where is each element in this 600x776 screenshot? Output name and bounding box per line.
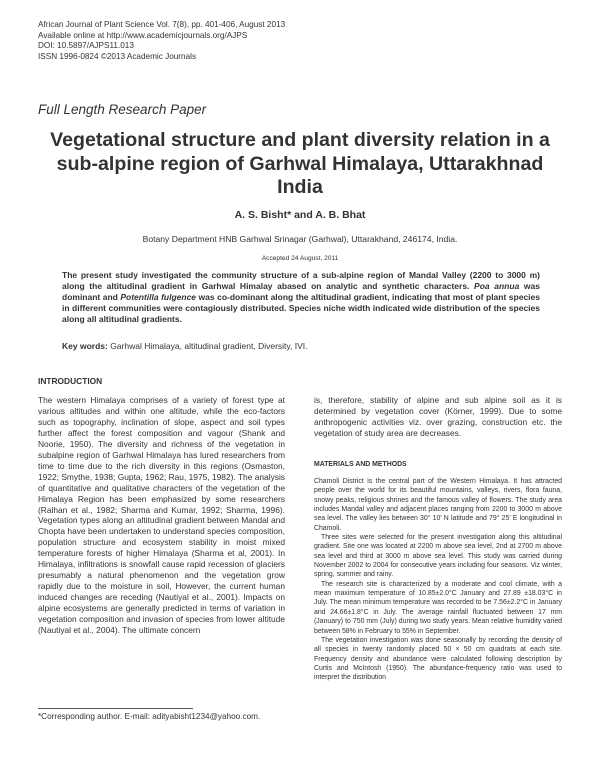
paper-title: Vegetational structure and plant diversity relation in a sub-alpine region of Garhwal Himalaya, Uttarakhnad India xyxy=(50,129,550,198)
keywords xyxy=(62,341,308,351)
affiliation: Botany Department HNB Garhwal Srinagar (Garhwal), Uttarakhand, 246174, India. xyxy=(142,234,458,244)
corresponding-author-footnote: *Corresponding author. E-mail: adityabisht1234@yahoo.com. xyxy=(38,712,261,721)
abstract xyxy=(62,270,540,325)
abstract-part-1: The present study investigated the community structure of a sub-alpine region of Mandal Valley (2200 to 3000 m) along the altitudinal gradient in Garhwal Himalay abased on analytic and synthetic characters. xyxy=(62,270,540,291)
abstract-species-2: Potentilla fulgence xyxy=(120,291,197,302)
accepted-date: Accepted 24 August, 2011 xyxy=(261,255,339,262)
introduction-column-2: is, therefore, stability of alpine and sub alpine soil as it is determined by vegetation cover (Körner, 1999). Due to some anthropogenic activities viz. over grazing, construction etc. the vegetation of study area are decreases. xyxy=(314,395,562,438)
introduction-column-1: The western Himalaya comprises of a variety of forest type at various altitudes and within one altitude, while the eco-factors such as topography, inclination of slope, aspect and soil types further affect the forest composition and vagour (Shank and Noorie, 1950). The diversity and richness of the vegetation in subalpine region of Garhwal Himalaya has lured researchers from time to time due to the rich diversity in this regions (Osmaston, 1922; Smythe, 1938; Gupta, 1962; Rau, 1975, 1982). The analysis of quantitative and qualitative characters of the vegetation of the Himalaya Region has been emphasized by some researchers (Ralhan et al., 1982; Sharma and Kumar, 1992; Sharma, 1996). Vegetation types along an altitudinal gradient between Mandal and Chopta have been undertaken to understand species composition, population structure and ecosystem stability in moist mixed temperature forests of higher Himalaya (Sharma et al, 2001). In Himalaya, infiltrations is snowfall cause rapid recession of glaciers presumably a natural phenomenon and the vegetation grow rapidly due to the moisture in soil, However, the current human induced changes are receding (Nautiyal et al., 2001). Impacts on alpine ecosystems are generally predicted in terms of variation in vegetation composition and invasion of species from lower altitude (Nautiyal et al., 2004). The ultimate concern xyxy=(38,395,285,636)
methods-paragraph-4: The vegetation investigation was done seasonally by recording the density of all species in twenty randomly placed 50 × 50 cm quadrats at each site. Frequency density and abundance were calculated following description by Curtis and McIntosh (1950). The abundance-frequency ratio was used to interpret the distribution xyxy=(314,636,562,682)
abstract-part-2: was dominant and xyxy=(62,280,540,302)
authors: A. S. Bisht* and A. B. Bhat xyxy=(234,209,366,221)
abstract-species-1: Poa annua xyxy=(474,280,520,291)
journal-issn: ISSN 1996-0824 ©2013 Academic Journals xyxy=(38,51,197,61)
paper-type: Full Length Research Paper xyxy=(38,102,207,117)
methods-paragraph-3: The research site is characterized by a moderate and cool climate, with a mean maximum temperature of 10.85±2.0°C January and 27.89 ±18.03°C in July. The mean minimum temperature was recorded to be 7.56±2.2°C in January and 24.66±1.8°C in July. The average rainfall fluctuated between 17 mm (January) to 750 mm (July) during two study years. Mean relative humidity varied between 58% in February to 55% in September. xyxy=(314,580,562,635)
methods-body xyxy=(314,477,562,683)
methods-paragraph-1: Chamoli District is the central part of the Western Himalaya. It has attracted people over the world for its beautiful mountains, valleys, rivers, flora fauna, snowy peaks, religious shrines and the famous valley of flowers. The study area includes Mandal valley and adjacent places ranging from 2200 to 3000 m above sea level. The valley lies between 30° 10′ N latitude and 79° 25′ E longitudinal in Chamoli. xyxy=(314,478,562,532)
methods-paragraph-2: Three sites were selected for the present investigation along this altitudinal gradient. Site one was located at 2200 m above sea level, 2nd at 2700 m above sea level and third at 3000 m above sea level. This study was carried during November 2002 to 2004 for consecutive years including four seasons. Viz winter, spring, summer and rainy. xyxy=(314,534,562,579)
abstract-part-3: was co-dominant along the altitudinal gradient, indicating that most of plant species in different communities were contagiously distributed. Species niche width indicated wide distribution of the species along all altitudinal gradients. xyxy=(62,291,540,324)
journal-doi: DOI: 10.5897/AJPS11.013 xyxy=(38,41,134,51)
methods-heading: MATERIALS AND METHODS xyxy=(314,461,407,468)
journal-url: Available online at http://www.academicjournals.org/AJPS xyxy=(38,30,248,40)
keywords-label: Key words: xyxy=(62,341,108,351)
introduction-heading: INTRODUCTION xyxy=(38,376,103,386)
journal-citation: African Journal of Plant Science Vol. 7(8), pp. 401-406, August 2013 xyxy=(38,20,286,29)
journal-header xyxy=(38,20,285,62)
keywords-text: Garhwal Himalaya, altitudinal gradient, Diversity, IVI. xyxy=(107,341,308,351)
footnote-divider xyxy=(38,708,193,709)
